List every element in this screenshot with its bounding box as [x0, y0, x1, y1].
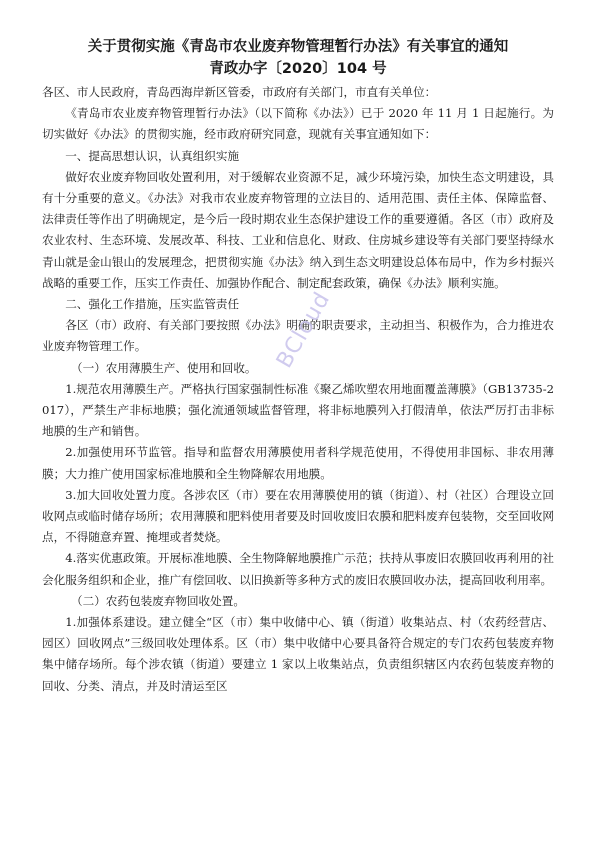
subsection-2-item: 1.加强体系建设。建立健全“区（市）集中收储中心、镇（街道）收集站点、村（农药经营店、园区）回收网点”三级回收处理体系。区（市）集中收储中心要具备符合规定的专门农药包装废弃物集中储存场所。每个涉农镇（街道）要建立 1 家以上收集站点，负责组织辖区内农药包装废弃物的回收、分类、清点，并及时清运至区 [42, 615, 554, 693]
subsection-1-item: 3.加大回收处置力度。各涉农区（市）要在农用薄膜使用的镇（街道）、村（社区）合理设立回收网点或临时储存场所；农用薄膜和肥料使用者要及时回收废旧农膜和肥料废弃包装物，交至回收网点，不得随意弃置、掩埋或者焚烧。 [42, 487, 554, 545]
document-body [42, 82, 554, 697]
intro-paragraph: 《青岛市农业废弃物管理暂行办法》（以下简称《办法》）已于 2020 年 11 月 1 日起施行。为切实做好《办法》的贯彻实施，经市政府研究同意，现就有关事宜通知如下： [42, 106, 554, 142]
document-title: 关于贯彻实施《青岛市农业废弃物管理暂行办法》有关事宜的通知 [87, 39, 509, 55]
subsection-1-heading: （一）农用薄膜生产、使用和回收。 [71, 360, 257, 375]
subsection-1-item: 4.落实优惠政策。开展标准地膜、全生物降解地膜推广示范；扶持从事废旧农膜回收再利用的社会化服务组织和企业，推广有偿回收、以旧换新等多种方式的废旧农膜回收办法，提高回收利用率。 [42, 551, 554, 587]
subsection-1-item: 2.加强使用环节监管。指导和监督农用薄膜使用者科学规范使用，不得使用非国标、非农用薄膜；大力推广使用国家标准地膜和全生物降解农用地膜。 [42, 445, 554, 481]
addressee: 各区、市人民政府，青岛西海岸新区管委，市政府有关部门，市直有关单位： [42, 85, 437, 99]
section-2-heading: 二、强化工作措施，压实监管责任 [65, 297, 240, 312]
section-1-body: 做好农业废弃物回收处置利用，对于缓解农业资源不足，减少环境污染，加快生态文明建设，具有十分重要的意义。《办法》对我市农业废弃物管理的立法目的、适用范围、责任主体、保障监督、法律责任等作出了明确规定，是今后一段时期农业生态保护建设工作的重要遵循。各区（市）政府及农业农村、生态环境、发展改革、科技、工业和信息化、财政、住房城乡建设等有关部门要坚持绿水青山就是金山银山的发展理念，把贯彻实施《办法》纳入到生态文明建设总体布局中，作为乡村振兴战略的重要工作，压实工作责任、加强协作配合、制定配套政策，确保《办法》顺利实施。 [42, 169, 554, 290]
section-2-body: 各区（市）政府、有关部门要按照《办法》明确的职责要求，主动担当、积极作为，合力推进农业废弃物管理工作。 [42, 318, 554, 354]
subsection-1-item: 1.规范农用薄膜生产。严格执行国家强制性标准《聚乙烯吹塑农用地面覆盖薄膜》（GB13735-2017），严禁生产非标地膜；强化流通领域监督管理，将非标地膜列入打假清单，依法严厉打击非标地膜的生产和销售。 [42, 381, 554, 439]
section-1-heading: 一、提高思想认识，认真组织实施 [65, 148, 240, 163]
subsection-2-heading: （二）农药包装废弃物回收处置。 [71, 593, 245, 608]
document-number: 青政办字〔2020〕104 号 [209, 61, 387, 77]
watermark: BCloud [272, 287, 336, 373]
